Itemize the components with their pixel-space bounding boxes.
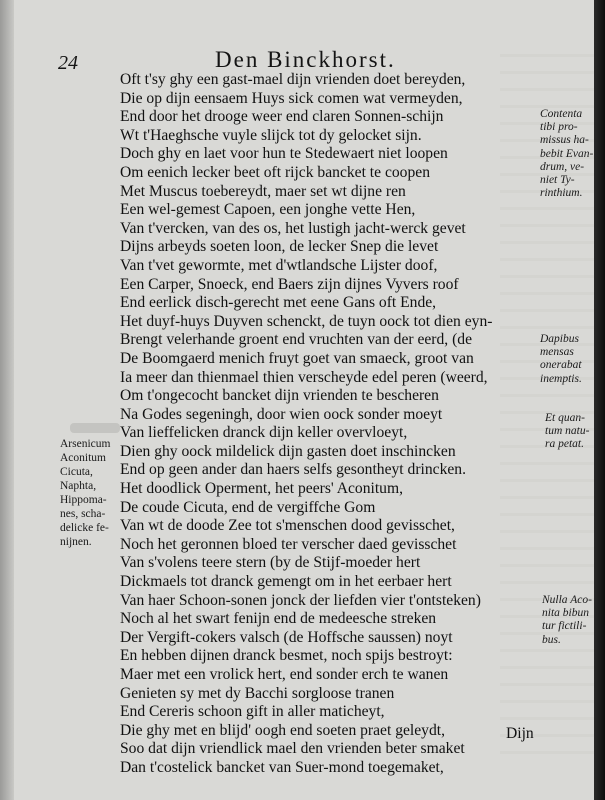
verse-block [120,71,540,778]
verse-line: Die ghy met en blijd' oogh end soeten praet geleydt, [120,721,445,739]
verse-line: Doch ghy en laet voor hun te Stedewaert niet loopen [120,145,448,163]
catchword: Dijn [506,725,534,742]
page-gutter [0,0,14,800]
verse-line: Die op dijn eensaem Huys sick comen wat vermeyden, [120,89,463,107]
margin-note-line: Cicuta, [60,466,93,478]
verse-line: Een Carper, Snoeck, end Baers zijn dijnes Vyvers roof [120,275,459,293]
margin-note-line: tibi pro- [540,121,578,134]
margin-note-line: Dapibus [540,333,579,345]
verse-line: Het doodlick Operment, het peers' Aconitum, [120,480,403,498]
margin-note-line: Et quan- [545,412,585,424]
verse-line: Soo dat dijn vriendlick mael den vrienden beter smaket [120,740,465,758]
verse-line: Van t'vercken, van des os, het lustigh jacht-werck gevet [120,219,466,237]
verse-line: Het duyf-huys Duyven schenckt, de tuyn oock tot dien eyn- [120,312,493,330]
margin-note-line: nes, scha- [60,508,106,520]
margin-note-line: nita bibun [542,607,589,620]
margin-note-line: ra petat. [545,438,584,451]
margin-note-line: tur fictili- [542,620,587,633]
verse-line: End eerlick disch-gerecht met eene Gans oft Ende, [120,294,437,312]
margin-note-2 [540,333,582,386]
verse-line: En hebben dijnen dranck besmet, noch spijs bestroyt: [120,647,453,665]
verse-line: Dan t'costelick bancket van Suer-mond toegemaket, [120,758,444,776]
margin-note-line: niet Ty- [540,174,575,187]
margin-note-line: Aconitum [60,452,106,464]
page-number: 24 [58,52,78,74]
margin-note-left [60,437,110,549]
margin-note-line: onerabat [540,359,582,372]
margin-note-3 [545,412,589,452]
margin-note-line: Contenta [540,108,583,120]
verse-line: De coude Cicuta, end de vergiffche Gom [120,498,376,516]
margin-note-line: Nulla Aco- [542,594,592,606]
verse-line: Met Muscus toebereydt, maer set wt dijne ren [120,182,406,200]
verse-line: Der Vergift-cokers valsch (de Hoffsche saussen) noyt [120,628,453,646]
verse-line: End Cereris schoon gift in aller maticheyt, [120,703,385,721]
verse-line: Van haer Schoon-sonen jonck der liefden vier t'ontsteken) [120,591,481,609]
margin-note-line: missus ha- [540,134,589,147]
verse-line: Ia meer dan thienmael thien verscheyde edel peren (weerd, [120,368,488,386]
verse-line: Van wt de doode Zee tot s'menschen dood gevisschet, [120,517,455,535]
verse-line: Genieten sy met dy Bacchi sorgloose tranen [120,684,395,702]
margin-note-line: bus. [542,633,561,646]
verse-line: Dickmaels tot dranck gemengt om in het eerbaer hert [120,573,452,591]
verse-line: Om t'ongecocht bancket dijn vrienden te bescheren [120,387,439,405]
verse-line: Een wel-gemest Capoen, een jonghe vette Hen, [120,201,416,219]
verse-line: Dien ghy oock mildelick dijn gasten doet inschincken [120,442,456,460]
verse-line: Om eenich lecker beet oft rijck bancket te coopen [120,163,430,181]
verse-line: End door het drooge weer end claren Sonnen-schijn [120,108,444,126]
margin-note-line: inemptis. [540,372,582,385]
book-edge-shadow [594,0,605,800]
margin-note-line: tum natu- [545,425,590,438]
verse-line: Dijns arbeyds soeten loon, de lecker Snep die levet [120,238,439,256]
margin-note-line: bebit Evan- [540,147,594,160]
verse-line: Brengt velerhande groent end vruchten van der eerd, (de [120,331,473,349]
margin-note-line: Naphta, [60,480,97,492]
verse-line: De Boomgaerd menich fruyt goet van smaeck, groot van [120,349,474,367]
ink-smudge [70,423,120,433]
verse-line: End op geen ander dan haers selfs gesontheyt drincken. [120,461,466,479]
margin-note-4 [542,594,592,647]
verse-line: Noch het geronnen bloed ter verscher daed gevisschet [120,535,457,553]
margin-note-line: rinthium. [540,187,583,200]
verse-line: Noch al het swart fenijn end de medeesche streken [120,610,437,628]
verse-line: Van t'vet gewormte, met d'wtlandsche Lijster doof, [120,256,438,274]
verse-line: Na Godes segeningh, door wien oock sonder moeyt [120,405,443,423]
verse-line: Van s'volens teere stern (by de Stijf-moeder hert [120,554,421,572]
verse-line: Van lieffelicken dranck dijn keller overvloeyt, [120,424,408,442]
margin-note-line: delicke fe- [60,522,109,534]
verse-line: Maer met een vrolick hert, end sonder erch te wanen [120,666,449,683]
margin-note-1 [540,108,593,200]
running-head: Den Binckhorst. [215,47,396,72]
verse-line: Oft t'sy ghy een gast-mael dijn vrienden doet bereyden, [120,71,466,88]
margin-note-line: nijnen. [60,536,92,548]
margin-note-line: drum, ve- [540,160,585,173]
verse-line: Wt t'Haeghsche vuyle slijck tot dy gelocket sijn. [120,126,422,144]
margin-note-line: Arsenicum [60,438,111,450]
margin-note-line: mensas [540,346,574,359]
margin-note-line: Hippoma- [60,494,107,506]
